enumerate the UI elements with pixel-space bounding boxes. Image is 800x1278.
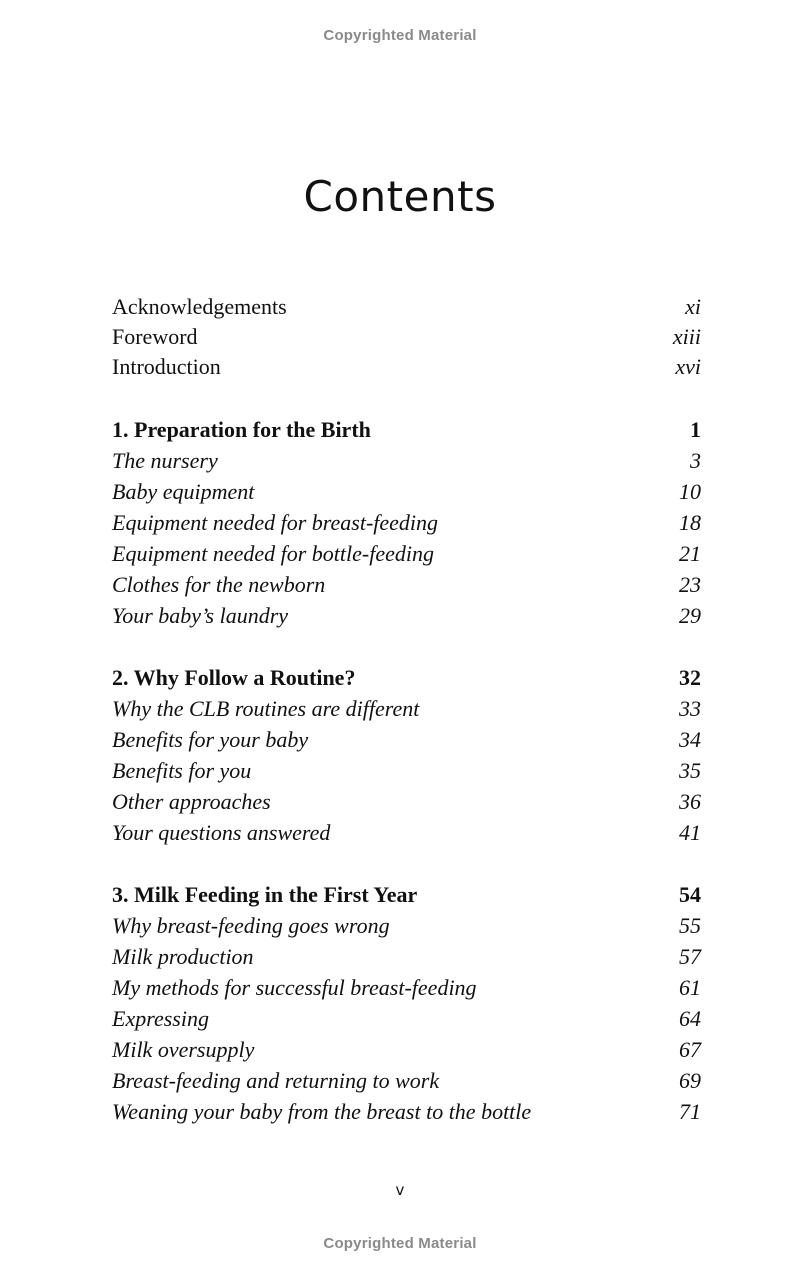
toc-entry-introduction[interactable] [112,352,701,382]
section-page: 35 [679,758,701,783]
toc-entry-label: Acknowledgements [112,294,287,319]
section-entry[interactable] [112,569,701,600]
chapter-heading[interactable] [112,662,701,693]
chapter-3-group [112,879,701,1127]
chapter-title: 2. Why Follow a Routine? [112,665,356,690]
section-label: Benefits for you [112,758,252,783]
section-entry[interactable] [112,941,701,972]
section-label: Other approaches [112,789,271,814]
section-entry[interactable] [112,1003,701,1034]
chapter-heading[interactable] [112,414,701,445]
toc-entry-acknowledgements[interactable] [112,292,701,322]
section-entry[interactable] [112,910,701,941]
section-entry[interactable] [112,724,701,755]
section-page: 55 [679,913,701,938]
section-page: 21 [679,541,701,566]
section-page: 10 [679,479,701,504]
chapter-page: 54 [679,882,701,907]
section-page: 18 [679,510,701,535]
section-page: 41 [679,820,701,845]
section-entry[interactable] [112,1065,701,1096]
section-page: 71 [679,1099,701,1124]
page-title: Contents [303,172,497,221]
section-entry[interactable] [112,1096,701,1127]
chapter-title: 3. Milk Feeding in the First Year [112,882,418,907]
section-label: Equipment needed for bottle-feeding [112,541,434,566]
section-label: Milk production [112,944,254,969]
section-label: Expressing [112,1006,209,1031]
section-page: 33 [679,696,701,721]
copyright-watermark-bottom: Copyrighted Material [323,1235,477,1252]
section-label: Why breast-feeding goes wrong [112,913,390,938]
toc-entry-page: xvi [675,354,701,379]
section-label: Your baby’s laundry [112,603,289,628]
section-entry[interactable] [112,507,701,538]
section-entry[interactable] [112,817,701,848]
toc-entry-page: xiii [672,324,701,349]
section-label: My methods for successful breast-feeding [112,975,477,1000]
section-label: Baby equipment [112,479,255,504]
section-entry[interactable] [112,445,701,476]
section-entry[interactable] [112,755,701,786]
section-page: 34 [679,727,701,752]
section-entry[interactable] [112,786,701,817]
table-of-contents [112,292,701,1127]
chapter-page: 32 [679,665,701,690]
toc-entry-page: xi [685,294,701,319]
section-entry[interactable] [112,600,701,631]
chapter-heading[interactable] [112,879,701,910]
chapter-1-group [112,414,701,631]
chapter-title: 1. Preparation for the Birth [112,417,371,442]
section-label: Breast-feeding and returning to work [112,1068,440,1093]
section-label: Equipment needed for breast-feeding [112,510,439,535]
section-label: Your questions answered [112,820,331,845]
section-page: 69 [679,1068,701,1093]
section-label: Milk oversupply [112,1037,255,1062]
section-label: Benefits for your baby [112,727,309,752]
toc-entry-foreword[interactable] [112,322,701,352]
section-entry[interactable] [112,476,701,507]
section-label: Clothes for the newborn [112,572,326,597]
section-label: Why the CLB routines are different [112,696,420,721]
section-page: 36 [679,789,701,814]
chapter-2-group [112,662,701,848]
toc-entry-label: Foreword [112,324,198,349]
section-page: 64 [679,1006,701,1031]
section-page: 67 [679,1037,701,1062]
section-page: 61 [679,975,701,1000]
chapter-page: 1 [690,417,701,442]
section-entry[interactable] [112,693,701,724]
section-entry[interactable] [112,972,701,1003]
copyright-watermark-top: Copyrighted Material [323,27,477,44]
section-label: The nursery [112,448,218,473]
page-number: v [395,1181,405,1199]
section-page: 57 [679,944,701,969]
section-page: 3 [690,448,701,473]
section-entry[interactable] [112,1034,701,1065]
section-page: 23 [679,572,701,597]
section-entry[interactable] [112,538,701,569]
section-page: 29 [679,603,701,628]
section-label: Weaning your baby from the breast to the bottle [112,1099,532,1124]
front-matter-group [112,292,701,382]
toc-entry-label: Introduction [112,354,221,379]
